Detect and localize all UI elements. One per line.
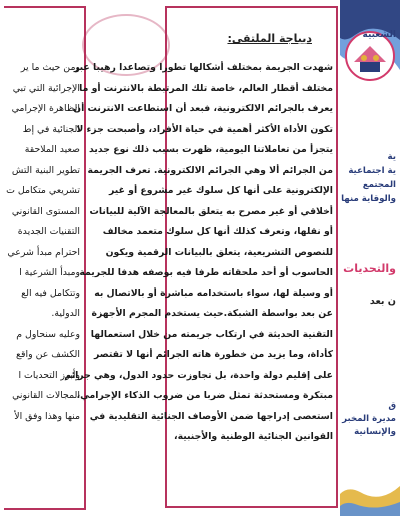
preamble-line: من الجرائم ألا وهي الجرائم الالكترونية. تعرف الجريمة [87,164,333,176]
left-line: الكشف عن واقع [16,349,80,360]
right-line: المجتمع [362,180,396,190]
preamble-line: مبتكرة ومستحدثة تمثل ضربا من ضروب الذكاء الإجرامي، [76,390,333,401]
bottom-wave-decoration [340,476,400,516]
right-bottom-text [342,400,396,438]
left-line: ومن حيث ما ير [20,62,80,73]
preamble-line: استعصى إدراجها ضمن الأوصاف الجنائية التقليدية في [89,410,333,422]
left-line: وأبرز التحديات ا [18,369,80,381]
left-line: المجالات القانوني [12,390,80,401]
sub-heading: ن بعد [369,296,396,307]
right-line: مديرة المخبر [342,413,396,424]
preamble-line: عن بعد بواسطة الشبكة.حيث يستخدم المجرم الأجهزة [91,308,333,319]
right-panel [340,0,400,516]
left-line: الظاهرة الإجرامي [11,103,80,114]
left-line: وعليه سنحاول م [16,328,80,340]
preamble-line: مختلف أقطار العالم، خاصة تلك المرتبطة بالانترنت أو ما [79,82,333,94]
left-line: الدولية. [51,308,80,319]
left-line: تطوير البنية التش [11,164,80,176]
left-line: التقنيات الجديدة [17,226,80,237]
preamble-line: كأداة، وما يزيد من خطورة هاته الجرائم أنها لا تقتصر [93,349,333,360]
preamble-line: تكون الأداة الأكثر أهمية في حياة الأفراد، وأصبحت جزء لا [76,123,333,135]
pink-heading: والتحديات [343,262,396,275]
left-line: ومبدأ الشرعية ا [19,267,80,278]
preamble-line: يتجزأ من تعاملاتنا اليومية، ظهرت بسبب ذلك نوع جديد [89,144,333,155]
right-top-text [341,150,396,206]
left-line: الإجرائية التي تبي [12,82,80,94]
right-line: والوقاية منها [341,194,396,204]
right-line: ق [388,401,396,411]
preamble-line: الحاسوب أو أحد ملحقاته طرفا فيه بوصفه هدفا للجريمة [79,267,333,278]
preamble-line: أخلاقي أو غير مصرح به يتعلق بالمعالجة الآلية للبيانات [89,205,333,217]
preamble-line: يعرف بالجرائم الالكترونية، فبعد أن استطاعت الانترنت أن [73,103,333,114]
left-line: الجنائية في إط [22,123,80,135]
preamble-line: للنصوص التشريعية، يتعلق بالبيانات الرقمية ويكون [105,246,333,258]
left-line: المستوى القانوني [11,205,80,217]
preamble-line: أو وسيلة لها، سواء باستخدامه مباشرة أو بالاتصال به [94,287,333,299]
preamble-line: التقنية الحديثة في ارتكاب جريمته من خلال استعمالها [90,328,333,340]
preamble-line: شهدت الجريمة بمختلف أشكالها تطورا وتصاعدا رهيبا عبر [73,62,333,73]
right-line: ية اجتماعية [348,166,396,176]
right-line: والإنسانية [354,426,396,437]
preamble-line: القوانين الجنائية الوطنية والأجنبية، [174,431,333,442]
right-header-text: الشعبية [362,30,396,40]
left-line: احترام مبدأ شرعي [7,246,80,258]
right-line: ية [387,152,396,162]
preamble-title: ديباجة الملتقى: [227,32,312,45]
left-line: منها وهذا وفق الأ [14,410,80,422]
preamble-line: على إقليم دولة واحدة، بل تجاوزت حدود الدول، وهي جرائم [64,369,333,381]
left-line: وتتكامل فيه الع [21,287,80,299]
left-line: تشريعي متكامل ت [6,185,80,196]
preamble-line: أو نقلها، وتعرف كذلك أنها كل سلوك متعمد مخالف [102,226,333,237]
left-line: صعيد الملاحقة [24,144,80,155]
preamble-line: الإلكترونية على أنها كل سلوك غير مشروع أو غير [109,185,333,196]
